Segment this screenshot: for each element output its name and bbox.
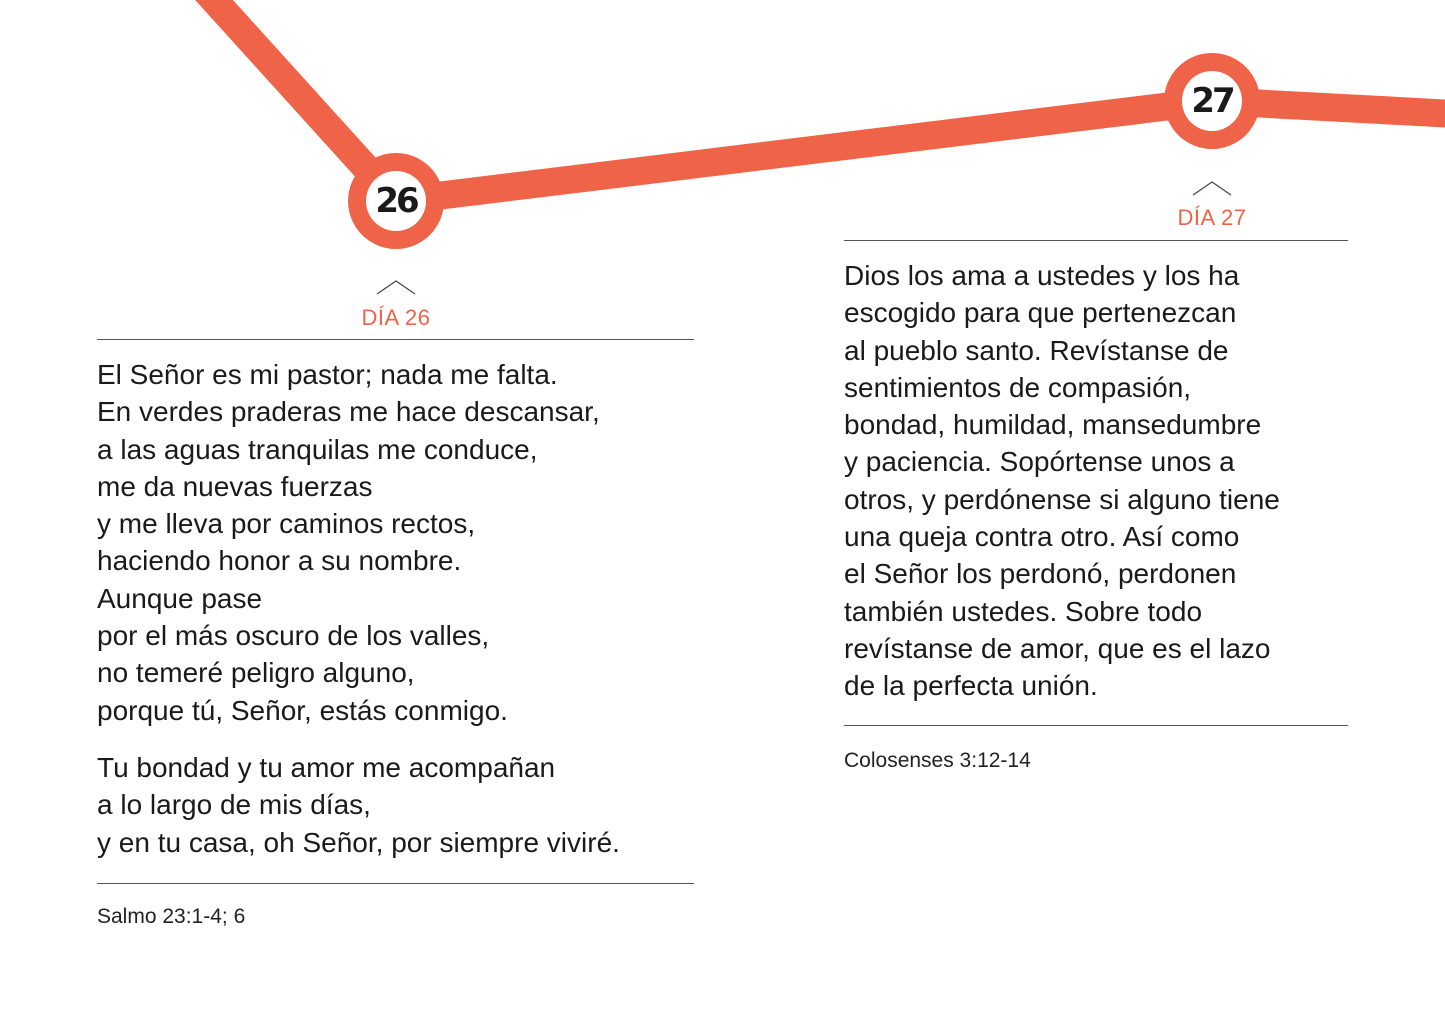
day-27-verse [844,257,1280,705]
stanza [97,356,620,729]
verse-line: también ustedes. Sobre todo [844,595,1203,627]
verse-line: el Señor los perdonó, perdonen [844,558,1237,590]
stanza [97,749,620,861]
verse-line: a las aguas tranquilas me conduce, [97,433,538,465]
verse-line: y paciencia. Sopórtense unos a [844,446,1235,478]
verse-line: bondad, humildad, mansedumbre [844,409,1262,441]
day-27-reference: Colosenses 3:12-14 [844,749,1031,772]
verse-line: Dios los ama a ustedes y los ha [844,260,1240,291]
day-26-verse [97,356,620,861]
verse-line: me da nuevas fuerzas [97,470,373,502]
chevron-up-icon [1192,180,1232,196]
verse-line: y me lleva por caminos rectos, [97,508,476,540]
verse-line: El Señor es mi pastor; nada me falta. [97,359,558,390]
day-26-reference: Salmo 23:1-4; 6 [97,905,246,928]
verse-line: porque tú, Señor, estás conmigo. [97,694,508,726]
verse-line: En verdes praderas me hace descansar, [97,396,600,428]
verse-line: escogido para que pertenezcan [844,297,1237,329]
chevron-up-icon [376,279,416,295]
verse-line: sentimientos de compasión, [844,371,1192,403]
day-26-node: 26 [375,181,417,221]
verse-line: una queja contra otro. Así como [844,521,1240,553]
verse-line: Tu bondad y tu amor me acompañan [97,751,556,783]
day-26-label: DÍA 26 [361,305,431,330]
verse-line: no temeré peligro alguno, [97,657,415,689]
divider [844,240,1348,241]
verse-line: revístanse de amor, que es el lazo [844,632,1271,664]
verse-line: a lo largo de mis días, [97,789,371,821]
divider [844,725,1348,726]
day-27-label: DÍA 27 [1177,205,1247,230]
verse-line: y en tu casa, oh Señor, por siempre viviré. [97,826,620,858]
verse-line: otros, y perdónense si alguno tiene [844,483,1280,515]
divider [97,883,694,884]
verse-line: de la perfecta unión. [844,670,1098,702]
day-27-node: 27 [1191,81,1233,121]
divider [97,339,694,340]
verse-line: Aunque pase [97,582,263,614]
verse-line: por el más oscuro de los valles, [97,620,490,652]
verse-line: al pueblo santo. Revístanse de [844,334,1229,366]
verse-line: haciendo honor a su nombre. [97,545,462,577]
